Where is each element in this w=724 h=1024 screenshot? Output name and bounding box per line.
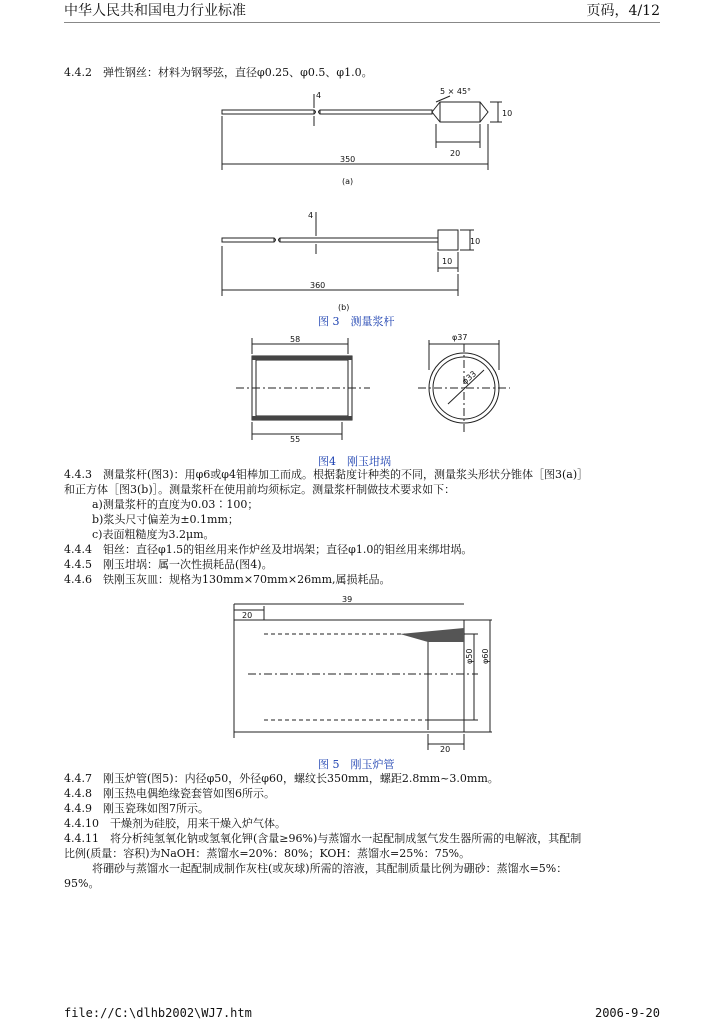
fig3a-dim-chamfer: 5 × 45° xyxy=(440,87,472,96)
page-number: 页码，4/12 xyxy=(586,3,660,19)
para-4-4-3-item-a: a)测量浆杆的直度为0.03∶100； xyxy=(92,498,259,511)
fig5-dim-right: 20 xyxy=(440,745,451,754)
fig4-dim-inner: φ33 xyxy=(460,369,479,387)
para-4-4-5: 4.4.5 刚玉坩埚：属一次性损耗品(图4)。 xyxy=(64,558,273,571)
fig5-dim-outer: φ60 xyxy=(481,648,490,664)
fig3b-dim-head-height: 10 xyxy=(470,237,481,246)
fig3b-dim-diameter: 4 xyxy=(308,211,314,220)
footer-path: file://C:\dlhb2002\WJ7.htm xyxy=(64,1006,252,1020)
fig3a-label: (a) xyxy=(342,177,354,186)
para-4-4-11-c: 将硼砂与蒸馏水一起配制成制作灰柱(或灰球)所需的溶液，其配制质量比例为硼砂：蒸馏水=5%： xyxy=(92,862,568,875)
fig3b-label: (b) xyxy=(338,303,350,312)
figure-5-drawing xyxy=(228,594,508,756)
para-4-4-7: 4.4.7 刚玉炉管(图5)：内径φ50，外径φ60，螺纹长350mm，螺距2.8mm~3.0mm。 xyxy=(64,772,499,785)
fig5-caption: 图 5 刚玉炉管 xyxy=(318,758,395,771)
fig5-dim-inner: φ50 xyxy=(465,648,474,664)
para-4-4-10: 4.4.10 干燥剂为硅胶，用来干燥入炉气体。 xyxy=(64,817,286,830)
para-4-4-3-a: 4.4.3 测量浆杆(图3)：用φ6或φ4钼棒加工而成。根据黏度计种类的不同，测量浆头形状分锥体［图3(a)］ xyxy=(64,468,589,481)
fig3a-dim-diameter: 4 xyxy=(316,91,322,100)
fig3a-dim-length: 350 xyxy=(340,155,356,164)
figure-3a-drawing xyxy=(218,86,513,191)
figure-4-drawing xyxy=(228,330,518,452)
para-4-4-11-b: 比例(质量：容积)为NaOH：蒸馏水=20%：80%；KOH：蒸馏水=25%：75%。 xyxy=(64,847,471,860)
fig3-caption: 图 3 测量浆杆 xyxy=(318,315,395,328)
fig4-dim-outer: φ37 xyxy=(452,333,468,342)
header-title: 中华人民共和国电力行业标准 xyxy=(64,3,246,19)
fig5-dim-total: 39 xyxy=(342,595,353,604)
para-4-4-3-item-c: c)表面粗糙度为3.2μm。 xyxy=(92,528,215,541)
para-4-4-9: 4.4.9 刚玉瓷珠如图7所示。 xyxy=(64,802,209,815)
fig4-dim-top: 58 xyxy=(290,335,301,344)
fig4-dim-bottom: 55 xyxy=(290,435,301,444)
figure-3b-drawing xyxy=(218,206,488,316)
para-4-4-11-d: 95%。 xyxy=(64,877,100,890)
header-rule xyxy=(64,22,660,23)
para-4-4-3-b: 和正方体［图3(b)］。测量浆杆在使用前均须标定。测量浆杆制做技术要求如下： xyxy=(64,483,456,496)
para-4-4-6: 4.4.6 铁刚玉灰皿：规格为130mm×70mm×26mm,属损耗品。 xyxy=(64,573,391,586)
para-4-4-11-a: 4.4.11 将分析纯氢氧化钠或氢氧化钾(含量≥96%)与蒸馏水一起配制成氢气发生器所需的电解液，其配制 xyxy=(64,832,582,845)
fig3b-dim-length: 360 xyxy=(310,281,326,290)
footer-date: 2006-9-20 xyxy=(594,1006,660,1020)
para-4-4-3-item-b: b)浆头尺寸偏差为±0.1mm； xyxy=(92,513,239,526)
fig3b-dim-head-length: 10 xyxy=(442,257,453,266)
para-4-4-4: 4.4.4 钼丝：直径φ1.5的钼丝用来作炉丝及坩埚架；直径φ1.0的钼丝用来绑坩埚。 xyxy=(64,543,473,556)
fig5-dim-left: 20 xyxy=(242,611,253,620)
fig4-caption: 图4 刚玉坩埚 xyxy=(318,455,391,468)
fig3a-dim-head-height: 10 xyxy=(502,109,513,118)
para-4-4-2: 4.4.2 弹性钢丝：材料为钢琴弦，直径φ0.25、φ0.5、φ1.0。 xyxy=(64,66,373,79)
para-4-4-8: 4.4.8 刚玉热电偶绝缘瓷套管如图6所示。 xyxy=(64,787,275,800)
fig3a-dim-head-length: 20 xyxy=(450,149,461,158)
